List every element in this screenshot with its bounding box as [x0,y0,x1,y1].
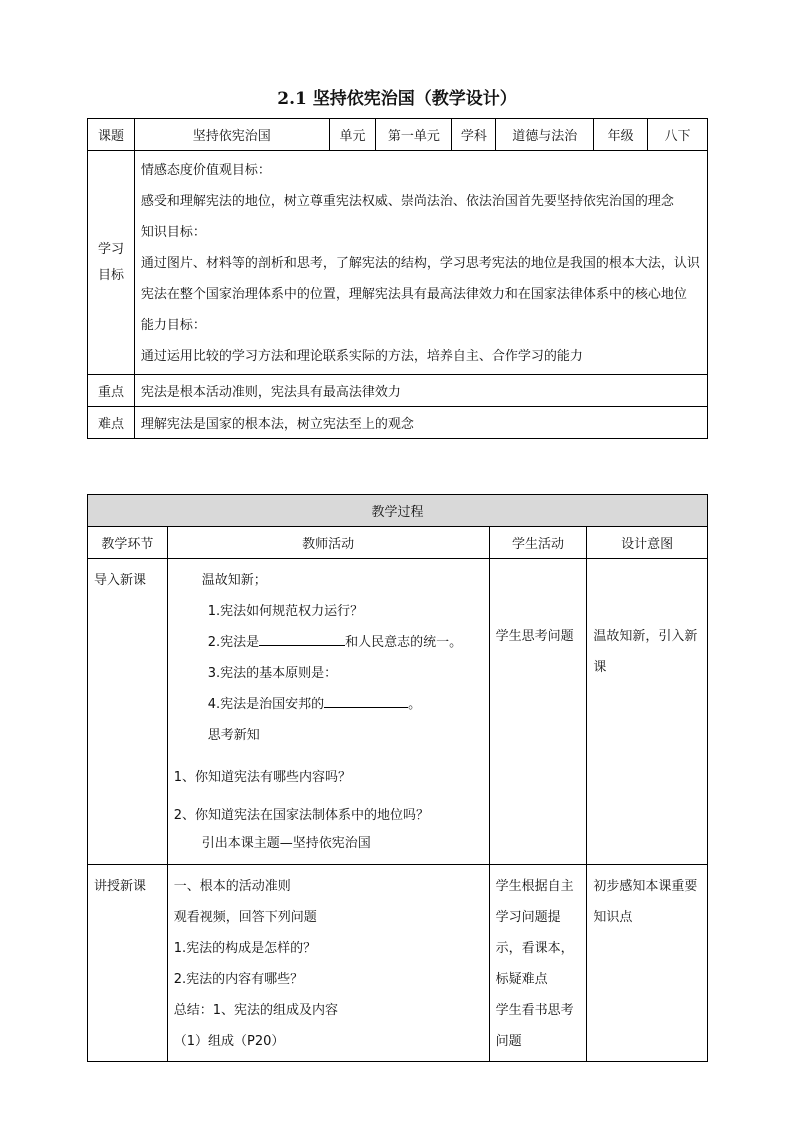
column-header-stage: 教学环节 [88,527,168,559]
teach-line: 2.宪法的内容有哪些？ [173,972,304,987]
teach-design-intent: 初步感知本课重要知识点 [587,865,708,1062]
student-activity-a: 学生根据自主学习问题提示，看课本，标疑难点 [495,879,574,987]
difficulty-row [88,407,708,439]
intro-student-activity: 学生思考问题 [489,559,587,865]
goal-line: 知识目标： [140,225,206,240]
teach-line: 总结：1、宪法的组成及内容 [173,1003,338,1018]
think-title: 思考新知 [207,728,260,743]
goal-line: 能力目标： [140,318,206,333]
student-activity-b: 学生看书思考问题 [495,1003,574,1049]
goals-content [134,151,707,375]
lead-topic: 引出本课主题—坚持依宪治国 [201,836,371,851]
goal-line: 感受和理解宪法的地位，树立尊重宪法权威、崇尚法治、依法治国首先要坚持依宪治国的理念 [140,194,674,209]
column-header-teacher: 教师活动 [167,527,489,559]
topic-label: 课题 [88,119,135,151]
goal-line: 情感态度价值观目标： [140,163,271,178]
teach-line: 1.宪法的构成是怎样的？ [173,941,317,956]
teaching-process-table [87,494,708,1062]
lesson-info-table [87,118,708,439]
review-question [174,689,483,720]
intro-teacher-activity [167,559,489,865]
q4-prefix: 4.宪法是治国安邦的 [207,697,325,712]
goals-label-line1: 学习 [97,241,124,257]
fill-blank [259,633,345,646]
column-header-student: 学生活动 [489,527,587,559]
grade-label: 年级 [594,119,648,151]
teach-teacher-activity [167,865,489,1062]
goals-label-line2: 目标 [97,267,124,283]
unit-label: 单元 [329,119,376,151]
teach-row [88,865,708,1062]
intro-stage: 导入新课 [88,559,168,865]
key-point-label: 重点 [88,375,135,407]
goals-label [88,151,135,375]
teach-line: 观看视频，回答下列问题 [173,910,317,925]
q4-suffix: 。 [408,697,422,712]
q2-suffix: 和人民意志的统一。 [345,635,463,650]
subject-label: 学科 [452,119,496,151]
topic-value: 坚持依宪治国 [134,119,329,151]
review-question: 3.宪法的基本原则是： [207,666,338,681]
teach-line: （1）组成（P20） [173,1034,285,1049]
unit-value: 第一单元 [376,119,452,151]
process-column-headers [88,527,708,559]
think-question: 2、你知道宪法在国家法制体系中的地位吗？ [173,808,429,823]
teach-student-activity [489,865,587,1062]
column-header-design: 设计意图 [587,527,708,559]
goal-line: 通过运用比较的学习方法和理论联系实际的方法，培养自主、合作学习的能力 [140,349,583,364]
difficulty-label: 难点 [88,407,135,439]
subject-value: 道德与法治 [496,119,594,151]
review-question: 1.宪法如何规范权力运行？ [207,604,364,619]
document-title: 2.1 坚持依宪治国（教学设计） [277,89,517,109]
info-row [88,119,708,151]
review-title: 温故知新； [201,573,267,588]
key-point-value: 宪法是根本活动准则，宪法具有最高法律效力 [134,375,707,407]
q2-prefix: 2.宪法是 [207,635,260,650]
fill-blank [324,695,408,708]
intro-design-intent: 温故知新，引入新课 [587,559,708,865]
teach-stage: 讲授新课 [88,865,168,1062]
intro-row [88,559,708,865]
difficulty-value: 理解宪法是国家的根本法，树立宪法至上的观念 [134,407,707,439]
process-header: 教学过程 [88,495,708,527]
teach-line: 一、根本的活动准则 [173,879,291,894]
grade-value: 八下 [648,119,708,151]
goals-row [88,151,708,375]
key-point-row [88,375,708,407]
think-question: 1、你知道宪法有哪些内容吗？ [173,770,351,785]
review-question [174,627,483,658]
goal-line: 通过图片、材料等的剖析和思考，了解宪法的结构，学习思考宪法的地位是我国的根本大法，认识宪法在整个国家治理体系中的位置，理解宪法具有最高法律效力和在国家法律体系中的核心地位 [140,256,700,302]
